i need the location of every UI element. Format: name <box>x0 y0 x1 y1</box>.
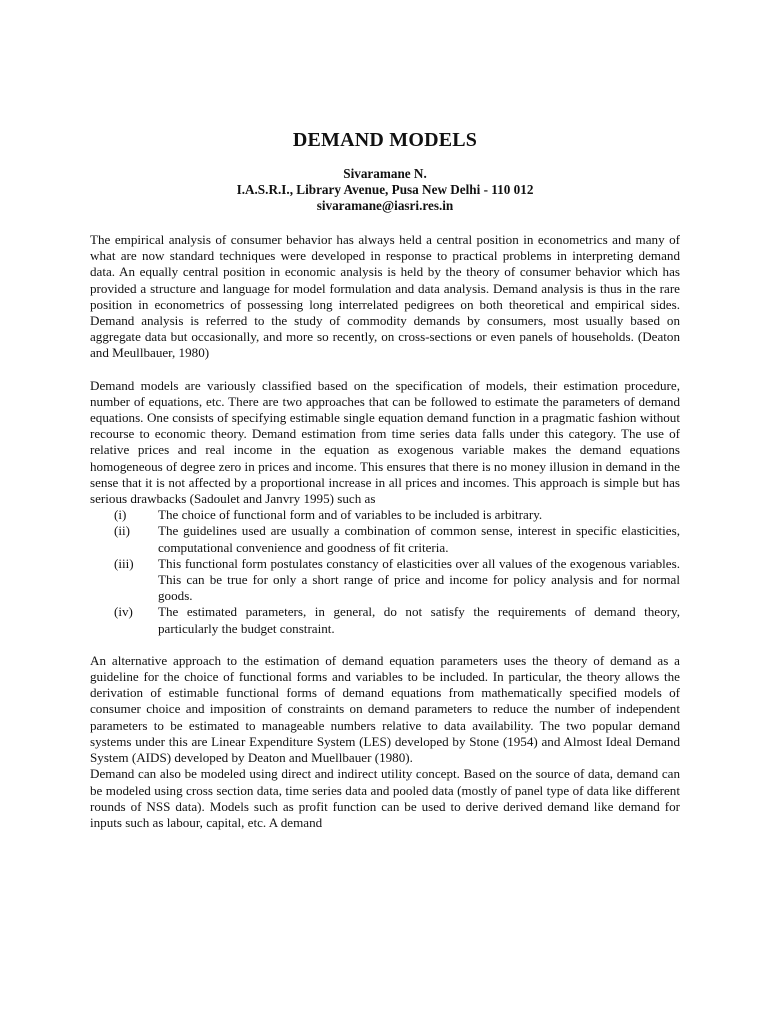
list-item-number: (i) <box>114 507 127 523</box>
paragraph: Demand can also be modeled using direct and indirect utility concept. Based on the source of data, demand can be modeled using cross section data, time series data and pooled data (mostly of panel type of data like different rounds of NSS data). Models such as profit function can be used to derive derived demand like demand for inputs such as labour, capital, etc. A demand <box>90 766 680 830</box>
author-name: Sivaramane N. <box>343 166 427 181</box>
drawbacks-list <box>90 507 680 637</box>
list-item <box>90 556 680 605</box>
list-item-number: (iv) <box>114 604 133 620</box>
list-item-text: This functional form postulates constancy of elasticities over all values of the exogenous variables. This can be true for only a short range of price and income for policy analysis and for normal goods. <box>158 555 680 604</box>
list-item-text: The choice of functional form and of variables to be included is arbitrary. <box>158 507 543 523</box>
author-email: sivaramane@iasri.res.in <box>316 198 454 213</box>
list-item-text: The estimated parameters, in general, do not satisfy the requirements of demand theory, particularly the budget constraint. <box>158 604 680 636</box>
list-item <box>90 523 680 555</box>
list-item <box>90 604 680 636</box>
list-item-number: (ii) <box>114 523 130 539</box>
author-block <box>90 166 680 214</box>
list-item-text: The guidelines used are usually a combination of common sense, interest in specific elasticities, computational convenience and goodness of fit criteria. <box>158 523 680 555</box>
paragraph-spacer <box>90 362 680 378</box>
list-item-number: (iii) <box>114 555 134 571</box>
paragraph: The empirical analysis of consumer behavior has always held a central position in econometrics and many of what are now standard techniques were developed in response to practical problems in interpreting demand data. An equally central position in economic analysis is held by the theory of consumer behavior which has provided a structure and language for model formulation and data analysis. Demand analysis is thus in the rare position in econometrics of possessing long interrelated pedigrees on both theoretical and empirical sides. Demand analysis is referred to the study of commodity demands by consumers, most usually based on aggregate data but occasionally, and more so recently, on cross-sections or even panels of households. (Deaton and Meullbauer, 1980) <box>90 232 680 361</box>
paragraph: Demand models are variously classified based on the specification of models, their estimation procedure, number of equations, etc. There are two approaches that can be followed to estimate the parameters of demand equations. One consists of specifying estimable single equation demand function in a pragmatic fashion without recourse to economic theory. Demand estimation from time series data falls under this category. The use of relative prices and real income in the equation as exogenous variable makes the demand equations homogeneous of degree zero in prices and income. This ensures that there is no money illusion in demand in the sense that it is not affected by a proportional increase in all prices and incomes. This approach is simple but has serious drawbacks (Sadoulet and Janvry 1995) such as <box>90 377 680 507</box>
paragraph-spacer <box>90 637 680 653</box>
author-affiliation: I.A.S.R.I., Library Avenue, Pusa New Delhi - 110 012 <box>236 182 534 197</box>
document-body <box>90 232 680 831</box>
paragraph: An alternative approach to the estimation of demand equation parameters uses the theory of demand as a guideline for the choice of functional forms and variables to be included. In particular, the theory allows the derivation of estimable functional forms of demand equations from mathematically specified models of consumer choice and imposition of constraints on demand parameters to reduce the number of independent parameters to be estimated to manageable numbers relative to data availability. The two popular demand systems under this are Linear Expenditure System (LES) developed by Stone (1954) and Almost Ideal Demand System (AIDS) developed by Deaton and Muellbauer (1980). <box>90 652 680 766</box>
document-title: DEMAND MODELS <box>292 129 478 151</box>
list-item <box>90 507 680 523</box>
